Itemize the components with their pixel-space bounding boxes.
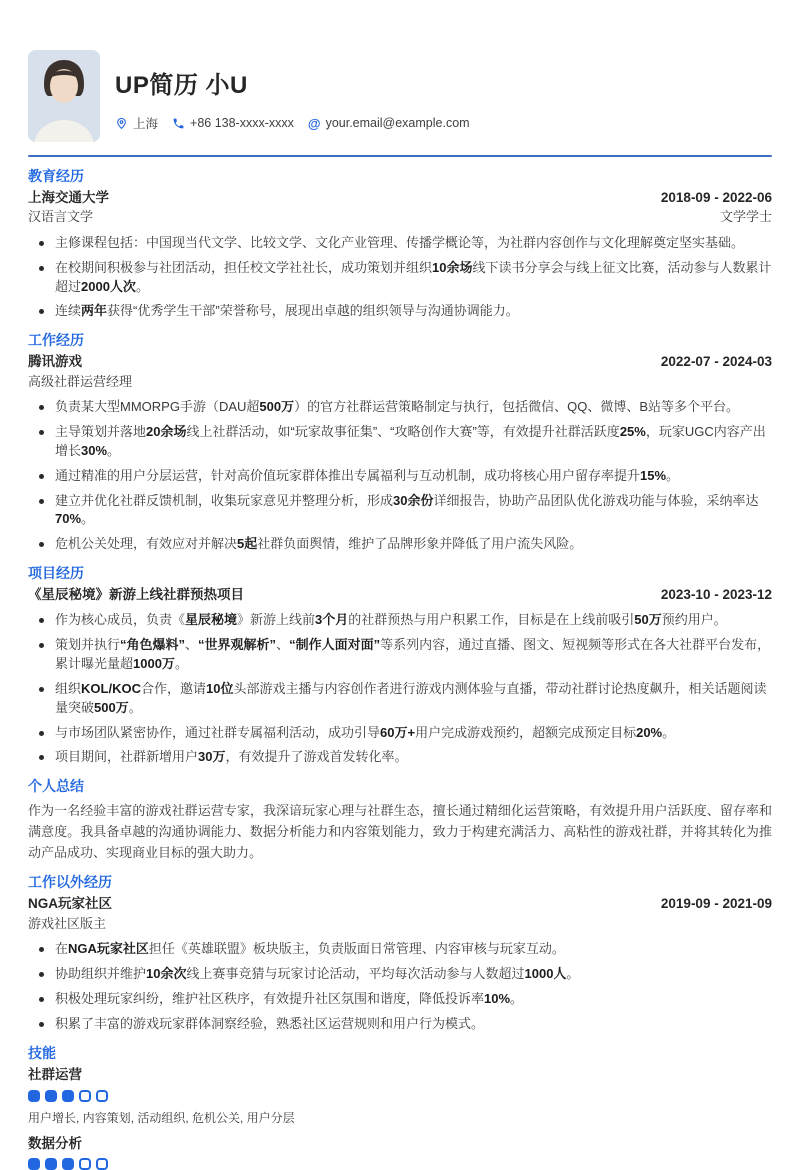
- profile-photo-placeholder: [28, 50, 100, 142]
- bullet-item: 作为核心成员，负责《星辰秘境》新游上线前3个月的社群预热与用户积累工作，目标是在上线前吸引50万预约用户。: [28, 611, 772, 630]
- bullet-item: 主导策划并落地20余场线上社群活动，如“玩家故事征集”、“攻略创作大赛”等，有效提升社群活跃度25%，玩家UGC内容产出增长30%。: [28, 423, 772, 461]
- skill-level-square: [96, 1158, 108, 1170]
- work-bullets: [28, 398, 772, 554]
- contact-email: [308, 116, 470, 131]
- bullet-item: 在NGA玩家社区担任《英雄联盟》板块版主，负责版面日常管理、内容审核与玩家互动。: [28, 940, 772, 959]
- bullet-item: 建立并优化社群反馈机制，收集玩家意见并整理分析，形成30余份详细报告，协助产品团队优化游戏功能与体验，采纳率达70%。: [28, 492, 772, 530]
- skill-level-square: [96, 1090, 108, 1102]
- section-work: [28, 332, 772, 554]
- skill-level-square: [79, 1158, 91, 1170]
- extra-org-row: [28, 895, 772, 913]
- section-project: [28, 565, 772, 767]
- skill-level-square: [79, 1090, 91, 1102]
- skill-name: 社群运营: [28, 1067, 82, 1083]
- skill-name: 数据分析: [28, 1135, 82, 1151]
- bullet-item: 项目期间，社群新增用户30万，有效提升了游戏首发转化率。: [28, 748, 772, 767]
- resume-header: [28, 50, 772, 142]
- company-name: 腾讯游戏: [28, 354, 82, 370]
- header-divider-line: [28, 155, 772, 157]
- section-heading-education: 教育经历: [28, 168, 84, 184]
- section-heading-extra: 工作以外经历: [28, 874, 112, 891]
- section-heading-skills: 技能: [28, 1044, 56, 1061]
- project-date-range: 2023-10 - 2023-12: [660, 586, 772, 602]
- bullet-item: 危机公关处理，有效应对并解决5起社群负面舆情，维护了品牌形象并降低了用户流失风险。: [28, 535, 772, 554]
- bullet-item: 积极处理玩家纠纷，维护社区秩序，有效提升社区氛围和谐度，降低投诉率10%。: [28, 990, 772, 1009]
- email-at-icon: @: [307, 115, 321, 131]
- profile-photo: [28, 50, 100, 142]
- phone-icon: [172, 117, 185, 130]
- section-heading-work: 工作经历: [28, 332, 84, 349]
- extra-org-name: NGA玩家社区: [28, 896, 112, 912]
- work-sub-row: [28, 373, 772, 391]
- bullet-item: 积累了丰富的游戏玩家群体洞察经验，熟悉社区运营规则和用户行为模式。: [28, 1015, 772, 1034]
- bullet-item: 策划并执行“角色爆料”、“世界观解析”、“制作人面对面”等系列内容，通过直播、图文、短视频等形式在各大社群平台发布，累计曝光量超1000万。: [28, 636, 772, 674]
- location-text: 上海: [133, 117, 159, 131]
- bullet-item: 协助组织并维护10余次线上赛事竞猜与玩家讨论活动，平均每次活动参与人数超过1000人。: [28, 965, 772, 984]
- project-title: 《星辰秘境》新游上线社群预热项目: [28, 586, 244, 602]
- extra-bullets: [28, 940, 772, 1033]
- skill-level-square: [62, 1090, 74, 1102]
- skill-item-community-ops: [28, 1066, 772, 1126]
- bullet-item: 主修课程包括：中国现当代文学、比较文学、文化产业管理、传播学概论等，为社群内容创作与文化理解奠定坚实基础。: [28, 234, 772, 253]
- education-org-row: [28, 189, 772, 207]
- extra-date-range: 2019-09 - 2021-09: [660, 896, 772, 912]
- contact-location: [115, 114, 158, 132]
- major-name: 汉语言文学: [28, 209, 94, 225]
- skill-level-square: [45, 1090, 57, 1102]
- work-org-row: [28, 353, 772, 371]
- summary-text: 作为一名经验丰富的游戏社群运营专家，我深谙玩家心理与社群生态，擅长通过精细化运营策略，有效提升用户活跃度、留存率和满意度。我具备卓越的沟通协调能力、数据分析能力和内容策划能力，致力于构建充满活力、高粘性的游戏社群，并将其转化为推动产品成功、实现商业目标的强大助力。: [28, 803, 772, 861]
- extra-sub-row: [28, 915, 772, 933]
- bullet-item: 负责某大型MMORPG手游（DAU超500万）的官方社群运营策略制定与执行，包括微信、QQ、微博、B站等多个平台。: [28, 398, 772, 417]
- section-extra-experience: [28, 874, 772, 1033]
- section-summary: [28, 778, 772, 863]
- phone-text: +86 138-xxxx-xxxx: [190, 116, 294, 130]
- skill-level-rating: [28, 1158, 772, 1170]
- section-skills: [28, 1045, 772, 1170]
- education-sub-row: [28, 208, 772, 226]
- education-bullets: [28, 234, 772, 321]
- contact-row: [115, 114, 470, 132]
- bullet-item: 通过精准的用户分层运营，针对高价值玩家群体推出专属福利与互动机制，成功将核心用户留存率提升15%。: [28, 467, 772, 486]
- email-text: your.email@example.com: [325, 116, 470, 130]
- education-date-range: 2018-09 - 2022-06: [660, 189, 772, 205]
- school-name: 上海交通大学: [28, 189, 109, 205]
- job-title: 高级社群运营经理: [28, 373, 133, 389]
- candidate-name: UP简历 小U: [115, 72, 248, 99]
- bullet-item: 连续两年获得“优秀学生干部”荣誉称号，展现出卓越的组织领导与沟通协调能力。: [28, 302, 772, 321]
- extra-role-title: 游戏社区版主: [28, 915, 107, 931]
- section-heading-project: 项目经历: [28, 565, 84, 582]
- skill-level-rating: [28, 1090, 772, 1102]
- skill-level-square: [28, 1158, 40, 1170]
- bullet-item: 组织KOL/KOC合作，邀请10位头部游戏主播与内容创作者进行游戏内测体验与直播，带动社群讨论热度飙升，相关话题阅读量突破500万。: [28, 680, 772, 718]
- skill-level-square: [45, 1158, 57, 1170]
- project-title-row: [28, 586, 772, 604]
- skill-tags: 用户增长, 内容策划, 活动组织, 危机公关, 用户分层: [28, 1110, 295, 1125]
- degree-name: 文学学士: [719, 209, 772, 225]
- work-date-range: 2022-07 - 2024-03: [660, 354, 772, 370]
- skill-level-square: [28, 1090, 40, 1102]
- bullet-item: 在校期间积极参与社团活动，担任校文学社社长，成功策划并组织10余场线下读书分享会与线上征文比赛，活动参与人数累计超过2000人次。: [28, 259, 772, 297]
- skill-item-data-analysis: [28, 1135, 772, 1170]
- section-education: [28, 168, 772, 321]
- location-pin-icon: [115, 117, 128, 130]
- skill-level-square: [62, 1158, 74, 1170]
- section-heading-summary: 个人总结: [28, 778, 84, 795]
- contact-phone: [172, 116, 294, 130]
- header-info: [115, 50, 470, 142]
- project-bullets: [28, 611, 772, 767]
- bullet-item: 与市场团队紧密协作，通过社群专属福利活动，成功引导60万+用户完成游戏预约，超额完成预定目标20%。: [28, 724, 772, 743]
